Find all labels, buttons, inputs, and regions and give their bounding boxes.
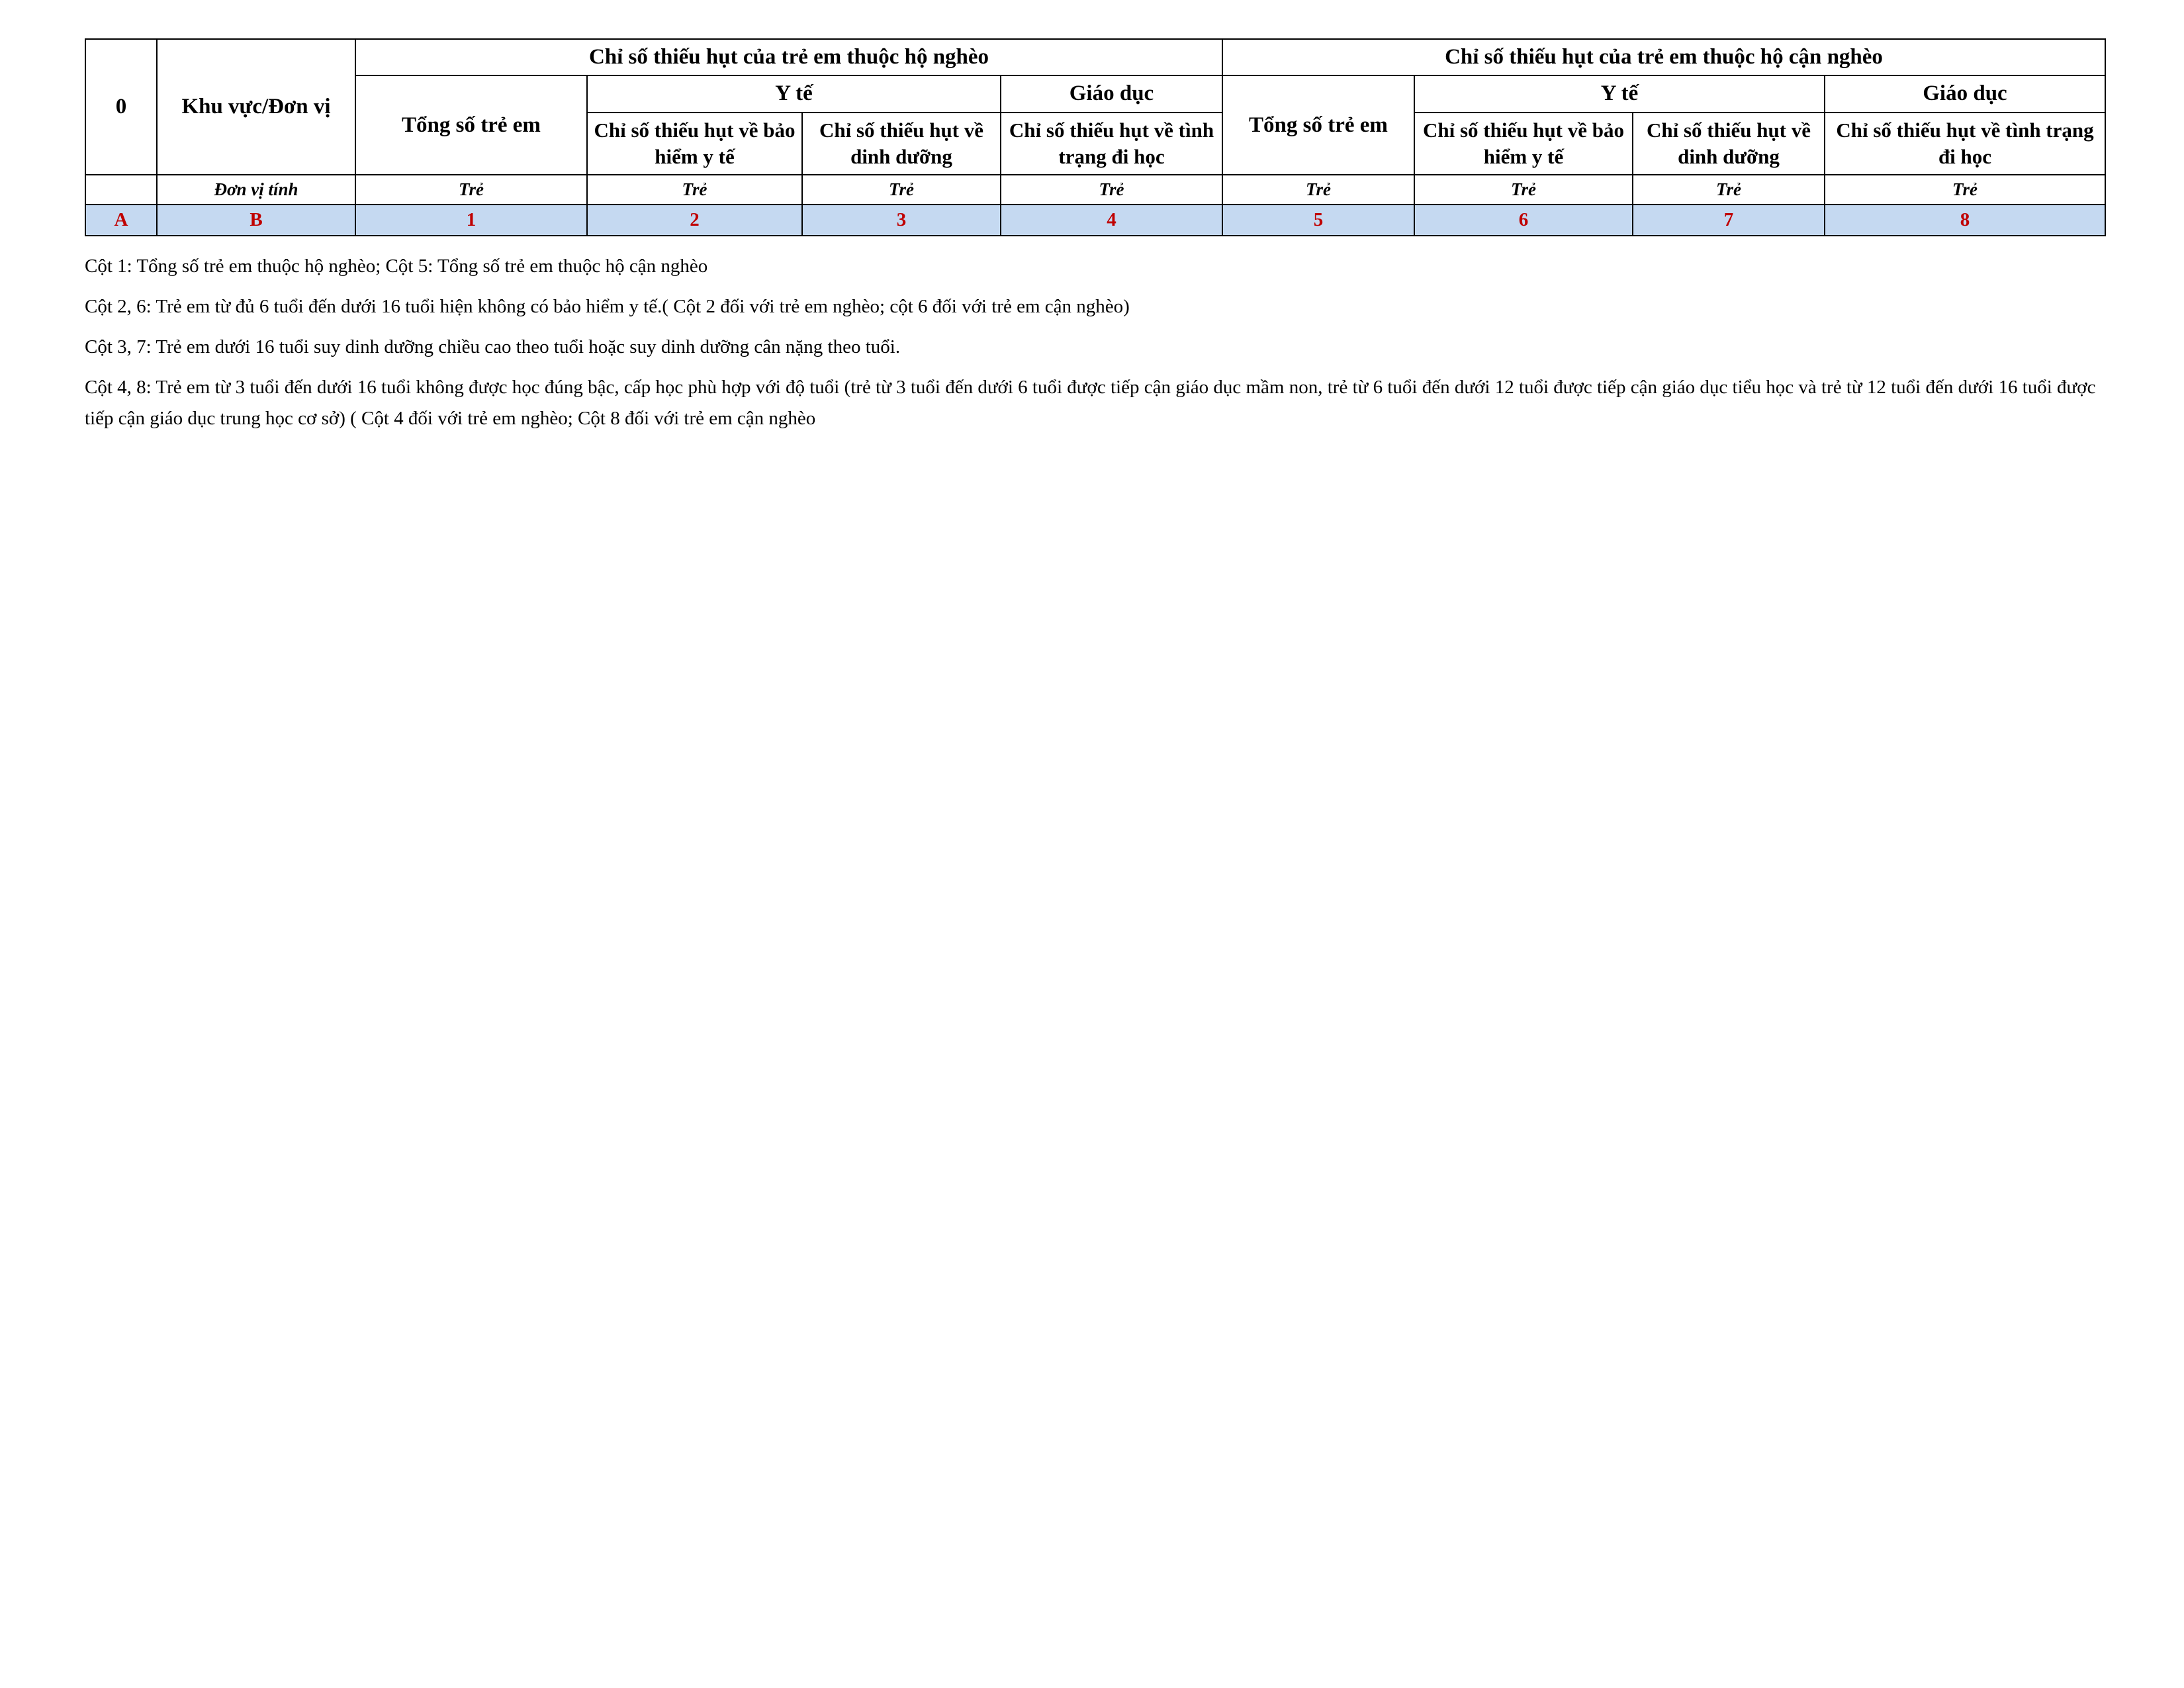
unit-row-empty-cell: [85, 175, 157, 205]
unit-cell-1: Trẻ: [355, 175, 587, 205]
unit-cell-7: Trẻ: [1633, 175, 1825, 205]
poor-health-insurance-header: Chỉ số thiếu hụt về bảo hiểm y tế: [587, 113, 802, 175]
area-unit-header: Khu vực/Đơn vị: [157, 39, 355, 175]
footnote-1: Cột 1: Tổng số trẻ em thuộc hộ nghèo; Cột 5: Tổng số trẻ em thuộc hộ cận nghèo: [85, 256, 708, 277]
corner-label: 0: [85, 39, 157, 175]
document-page: [0, 0, 2184, 434]
column-number-row: [85, 205, 2105, 236]
column-number-6: 6: [1414, 205, 1633, 236]
footnotes: [85, 251, 2110, 434]
column-number-5: 5: [1222, 205, 1414, 236]
group-header-near-poor: Chỉ số thiếu hụt của trẻ em thuộc hộ cận nghèo: [1222, 39, 2105, 75]
column-number-7: 7: [1633, 205, 1825, 236]
indicator-table: [85, 38, 2106, 236]
footnote-4: Cột 4, 8: Trẻ em từ 3 tuổi đến dưới 16 tuổi không được học đúng bậc, cấp học phù hợp với độ tuổi (trẻ từ 3 tuổi đến dưới 6 tuổi được tiếp cận giáo dục mầm non, trẻ từ 6 tuổi đến dưới 12 tuổi được tiếp cận giáo dục tiểu học và trẻ từ 12 tuổi đến dưới 16 tuổi được tiếp cận giáo dục trung học cơ sở) ( Cột 4 đối với trẻ em nghèo; Cột 8 đối với trẻ em cận nghèo: [85, 377, 2096, 429]
group-header-poor: Chỉ số thiếu hụt của trẻ em thuộc hộ nghèo: [355, 39, 1222, 75]
unit-cell-6: Trẻ: [1414, 175, 1633, 205]
column-number-3: 3: [802, 205, 1001, 236]
column-letter-b: B: [157, 205, 355, 236]
column-number-2: 2: [587, 205, 802, 236]
unit-cell-8: Trẻ: [1825, 175, 2105, 205]
near-poor-schooling-header: Chỉ số thiếu hụt về tình trạng đi học: [1825, 113, 2105, 175]
unit-cell-4: Trẻ: [1001, 175, 1222, 205]
table-header-row-1: [85, 39, 2105, 75]
poor-nutrition-header: Chỉ số thiếu hụt về dinh dưỡng: [802, 113, 1001, 175]
near-poor-total-children-header: Tổng số trẻ em: [1222, 75, 1414, 175]
near-poor-education-group-header: Giáo dục: [1825, 75, 2105, 112]
footnote-3: Cột 3, 7: Trẻ em dưới 16 tuổi suy dinh dưỡng chiều cao theo tuổi hoặc suy dinh dưỡng cân nặng theo tuổi.: [85, 336, 901, 358]
poor-schooling-header: Chỉ số thiếu hụt về tình trạng đi học: [1001, 113, 1222, 175]
column-letter-a: A: [85, 205, 157, 236]
column-number-8: 8: [1825, 205, 2105, 236]
unit-row: [85, 175, 2105, 205]
footnote-2: Cột 2, 6: Trẻ em từ đủ 6 tuổi đến dưới 16 tuổi hiện không có bảo hiểm y tế.( Cột 2 đối với trẻ em nghèo; cột 6 đối với trẻ em cận nghèo): [85, 296, 1130, 318]
poor-total-children-header: Tổng số trẻ em: [355, 75, 587, 175]
column-number-4: 4: [1001, 205, 1222, 236]
unit-cell-5: Trẻ: [1222, 175, 1414, 205]
unit-row-label: Đơn vị tính: [157, 175, 355, 205]
near-poor-nutrition-header: Chỉ số thiếu hụt về dinh dưỡng: [1633, 113, 1825, 175]
column-number-1: 1: [355, 205, 587, 236]
poor-education-group-header: Giáo dục: [1001, 75, 1222, 112]
poor-health-group-header: Y tế: [587, 75, 1001, 112]
near-poor-health-insurance-header: Chỉ số thiếu hụt về bảo hiểm y tế: [1414, 113, 1633, 175]
unit-cell-3: Trẻ: [802, 175, 1001, 205]
near-poor-health-group-header: Y tế: [1414, 75, 1825, 112]
unit-cell-2: Trẻ: [587, 175, 802, 205]
table-header-row-2: [85, 75, 2105, 112]
